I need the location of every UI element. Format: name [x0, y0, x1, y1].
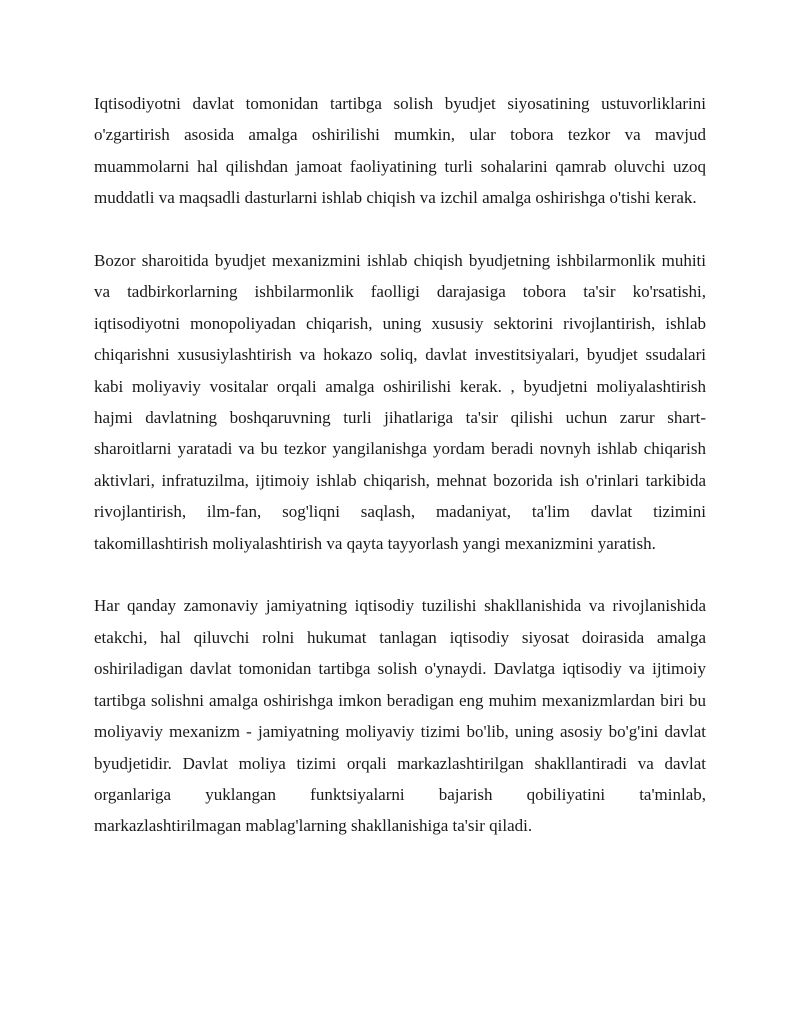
- paragraph-2: Bozor sharoitida byudjet mexanizmini ishlab chiqish byudjetning ishbilarmonlik muhiti va tadbirkorlarning ishbilarmonlik faolligi darajasiga tobora ta'sir ko'rsatishi, iqtisodiyotni monopoliyadan chiqarish, uning xususiy sektorini rivojlantirish, ishlab chiqarishni xususiylashtirish va hokazo soliq, davlat investitsiyalari, byudjet ssudalari kabi moliyaviy vositalar orqali amalga oshirilishi kerak. , byudjetni moliyalashtirish hajmi davlatning boshqaruvning turli jihatlariga ta'sir qilishi uchun zarur shart-sharoitlarni yaratadi va bu tezkor yangilanishga yordam beradi novnyh ishlab chiqarish aktivlari, infratuzilma, ijtimoiy ishlab chiqarish, mehnat bozorida ish o'rinlari tarkibida rivojlantirish, ilm-fan, sog'liqni saqlash, madaniyat, ta'lim davlat tizimini takomillashtirish moliyalashtirish va qayta tayyorlash yangi mexanizmini yaratish.: [94, 251, 706, 553]
- document-body: [94, 88, 706, 842]
- paragraph-3: Har qanday zamonaviy jamiyatning iqtisodiy tuzilishi shakllanishida va rivojlanishida etakchi, hal qiluvchi rolni hukumat tanlagan iqtisodiy siyosat doirasida amalga oshiriladigan davlat tomonidan tartibga solish o'ynaydi. Davlatga iqtisodiy va ijtimoiy tartibga solishni amalga oshirishga imkon beradigan eng muhim mexanizmlardan biri bu moliyaviy mexanizm - jamiyatning moliyaviy tizimi bo'lib, uning asosiy bo'g'ini davlat byudjetidir. Davlat moliya tizimi orqali markazlashtirilgan shakllantiradi va davlat organlariga yuklangan funktsiyalarni bajarish qobiliyatini ta'minlab, markazlashtirilmagan mablag'larning shakllanishiga ta'sir qiladi.: [94, 596, 706, 836]
- paragraph-1: Iqtisodiyotni davlat tomonidan tartibga solish byudjet siyosatining ustuvorliklarini o'zgartirish asosida amalga oshirilishi mumkin, ular tobora tezkor va mavjud muammolarni hal qilishdan jamoat faoliyatining turli sohalarini qamrab oluvchi uzoq muddatli va maqsadli dasturlarni ishlab chiqish va izchil amalga oshirishga o'tishi kerak.: [94, 94, 706, 208]
